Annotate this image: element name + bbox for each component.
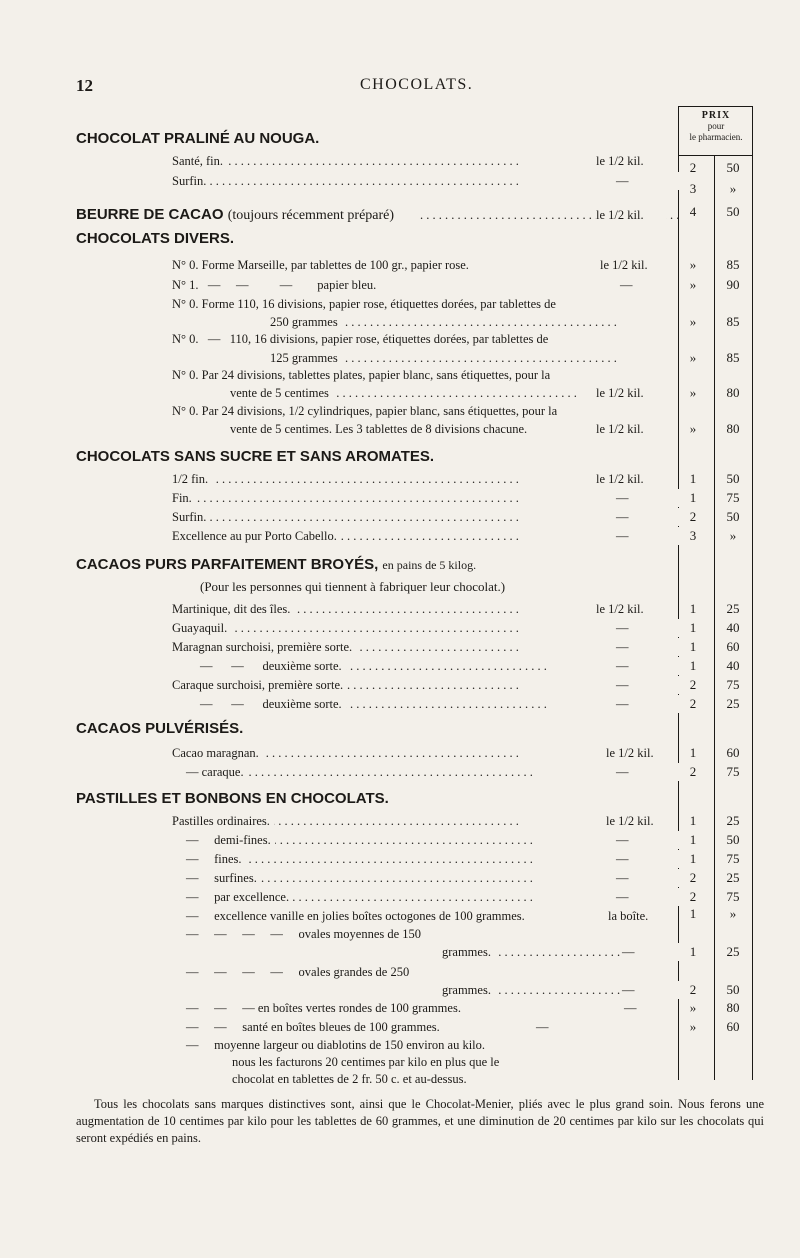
price-centimes: 60	[726, 639, 740, 654]
list-item: . . Fin. —	[172, 489, 678, 507]
price-francs: 3	[689, 528, 697, 543]
list-item: N° 0. Forme 110, 16 divisions, papier rose, étiquettes dorées, par tablettes de	[172, 297, 556, 311]
price-francs: »	[689, 277, 697, 292]
price-centimes: 75	[726, 764, 740, 779]
price-francs: 2	[689, 764, 697, 779]
list-item: . . — — deuxième sorte. —	[200, 657, 678, 675]
price-centimes: »	[729, 528, 737, 543]
section-title-pastilles: PASTILLES ET BONBONS EN CHOCOLATS.	[76, 790, 389, 807]
list-item: . . vente de 5 centimes le 1/2 kil.	[230, 384, 678, 402]
price-francs: 1	[689, 813, 697, 828]
price-francs: 1	[689, 745, 697, 760]
price-centimes: 75	[726, 851, 740, 866]
price-header-line2: le pharmacien.	[689, 132, 743, 142]
price-centimes: 90	[726, 277, 740, 292]
price-francs: »	[689, 421, 697, 436]
price-francs: 2	[689, 870, 697, 885]
list-item: . . Surfin. —	[172, 508, 678, 526]
price-centimes: 80	[726, 385, 740, 400]
price-column-header	[680, 110, 752, 143]
price-francs: »	[689, 350, 697, 365]
price-centimes: 25	[726, 870, 740, 885]
list-item: . . Martinique, dit des îles. le 1/2 kil.	[172, 600, 678, 618]
list-item: . . — demi-fines. —	[186, 831, 678, 849]
price-francs: »	[689, 314, 697, 329]
section-title-pulverises: CACAOS PULVÉRISÉS.	[76, 720, 244, 737]
price-francs: »	[689, 385, 697, 400]
list-item: . . — par excellence. —	[186, 888, 678, 906]
price-francs: 2	[689, 696, 697, 711]
price-centimes: 75	[726, 889, 740, 904]
footer-note: Tous les chocolats sans marques distinctives sont, ainsi que le Chocolat-Menier, pliés avec le plus grand soin. Nous ferons une augmentation de 10 centimes par kilo pour les tablettes de 60 grammes, et une diminution de 20 centimes par kilo sur les chocolats qui seront expédiés en pains.	[76, 1097, 764, 1145]
price-centimes: »	[729, 181, 737, 196]
price-centimes: 85	[726, 314, 740, 329]
price-francs: 2	[689, 982, 697, 997]
price-mid-rule	[714, 155, 715, 1080]
price-francs: 1	[689, 490, 697, 505]
list-item: . . Pastilles ordinaires. le 1/2 kil.	[172, 812, 678, 830]
list-item: . . — fines. —	[186, 850, 678, 868]
price-francs: 2	[689, 889, 697, 904]
price-francs: »	[689, 1000, 697, 1015]
section-title-sans-sucre: CHOCOLATS SANS SUCRE ET SANS AROMATES.	[76, 448, 435, 465]
price-francs: 1	[689, 601, 697, 616]
list-item: . . grammes. —	[442, 943, 678, 961]
list-item: N° 0. Par 24 divisions, 1/2 cylindriques, papier blanc, sans étiquettes, pour la	[172, 404, 558, 418]
section-title-praline: CHOCOLAT PRALINÉ AU NOUGA.	[76, 130, 320, 147]
price-header-line1: pour	[707, 121, 725, 131]
price-top-rule	[678, 106, 752, 107]
price-francs: 2	[689, 509, 697, 524]
section-subtitle-cacaos-purs: (Pour les personnes qui tiennent à fabriquer leur chocolat.)	[200, 579, 506, 594]
price-centimes: 60	[726, 745, 740, 760]
price-centimes: 50	[726, 204, 740, 219]
price-francs: 3	[689, 181, 697, 196]
price-francs: »	[689, 257, 697, 272]
list-item: . . Cacao maragnan. le 1/2 kil.	[172, 744, 678, 762]
price-centimes: 50	[726, 160, 740, 175]
list-item: N° 1. — — — papier bleu. —	[172, 278, 633, 292]
list-item: — — — — ovales grandes de 250	[186, 965, 410, 979]
price-francs: 1	[689, 906, 697, 921]
list-item: N° 0. — 110, 16 divisions, papier rose, étiquettes dorées, par tablettes de	[172, 332, 549, 346]
list-item: — — santé en boîtes bleues de 100 grammes. —	[186, 1020, 549, 1034]
price-centimes: 25	[726, 944, 740, 959]
price-francs: 2	[689, 677, 697, 692]
price-centimes: 50	[726, 832, 740, 847]
list-item: . . — caraque. —	[186, 763, 678, 781]
price-francs: 1	[689, 832, 697, 847]
price-centimes: 50	[726, 471, 740, 486]
list-item: . . grammes. —	[442, 981, 678, 999]
price-francs: 2	[689, 160, 697, 175]
price-centimes: 40	[726, 620, 740, 635]
running-head: CHOCOLATS.	[360, 76, 474, 93]
list-item: . . Excellence au pur Porto Cabello. —	[172, 527, 678, 545]
price-francs: 1	[689, 620, 697, 635]
list-item: — — — en boîtes vertes rondes de 100 grammes. —	[186, 1001, 637, 1015]
list-item: . . 250 grammes	[270, 313, 678, 331]
price-header-rule	[678, 155, 752, 156]
list-item: . . Santé, fin. le 1/2 kil.	[172, 152, 678, 170]
list-item: . . 125 grammes	[270, 349, 678, 367]
price-centimes: 60	[726, 1019, 740, 1034]
moyenne-line-1: — moyenne largeur ou diablotins de 150 environ au kilo.	[186, 1038, 486, 1052]
price-centimes: 80	[726, 1000, 740, 1015]
list-item: N° 0. Par 24 divisions, tablettes plates, papier blanc, sans étiquettes, pour la	[172, 368, 551, 382]
price-centimes: 75	[726, 677, 740, 692]
price-centimes: »	[729, 906, 737, 921]
price-francs: 1	[689, 471, 697, 486]
price-centimes: 25	[726, 601, 740, 616]
section-title-beurre: BEURRE DE CACAO (toujours récemment préparé)	[76, 206, 395, 223]
price-left-rule	[678, 106, 679, 1080]
price-header-title: PRIX	[701, 110, 731, 121]
price-centimes: 50	[726, 509, 740, 524]
list-item: . . Caraque surchoisi, première sorte. —	[172, 676, 678, 694]
price-francs: 1	[689, 944, 697, 959]
price-centimes: 40	[726, 658, 740, 673]
price-centimes: 85	[726, 257, 740, 272]
section-title-cacaos-purs: CACAOS PURS PARFAITEMENT BROYÉS, en pains de 5 kilog.	[76, 556, 477, 573]
price-francs: 1	[689, 639, 697, 654]
list-item: . . Guayaquil. —	[172, 619, 678, 637]
list-item: . . le 1/2 kil.	[420, 206, 678, 224]
list-item: vente de 5 centimes. Les 3 tablettes de 8 divisions chacune. le 1/2 kil.	[230, 422, 644, 436]
list-item: — — — — ovales moyennes de 150	[186, 927, 422, 941]
price-right-rule	[752, 106, 753, 1080]
moyenne-line-2: nous les facturons 20 centimes par kilo en plus que le	[232, 1055, 500, 1069]
price-centimes: 25	[726, 813, 740, 828]
page-number: 12	[76, 76, 93, 95]
price-francs: 1	[689, 851, 697, 866]
price-centimes: 25	[726, 696, 740, 711]
list-item: — excellence vanille en jolies boîtes octogones de 100 grammes. la boîte.	[186, 909, 649, 923]
list-item: . . 1/2 fin. le 1/2 kil.	[172, 470, 678, 488]
price-centimes: 85	[726, 350, 740, 365]
list-item: . . Surfin. —	[172, 172, 678, 190]
section-title-divers: CHOCOLATS DIVERS.	[76, 230, 235, 247]
price-francs: 1	[689, 658, 697, 673]
list-item: . . Maragnan surchoisi, première sorte. —	[172, 638, 678, 656]
list-item: . . — — deuxième sorte. —	[200, 695, 678, 713]
price-centimes: 75	[726, 490, 740, 505]
price-francs: 4	[689, 204, 697, 219]
price-centimes: 80	[726, 421, 740, 436]
moyenne-line-3: chocolat en tablettes de 2 fr. 50 c. et au-dessus.	[232, 1072, 467, 1086]
list-item: . . — surfines. —	[186, 869, 678, 887]
list-item: N° 0. Forme Marseille, par tablettes de 100 gr., papier rose. le 1/2 kil.	[172, 258, 648, 272]
price-centimes: 50	[726, 982, 740, 997]
price-francs: »	[689, 1019, 697, 1034]
